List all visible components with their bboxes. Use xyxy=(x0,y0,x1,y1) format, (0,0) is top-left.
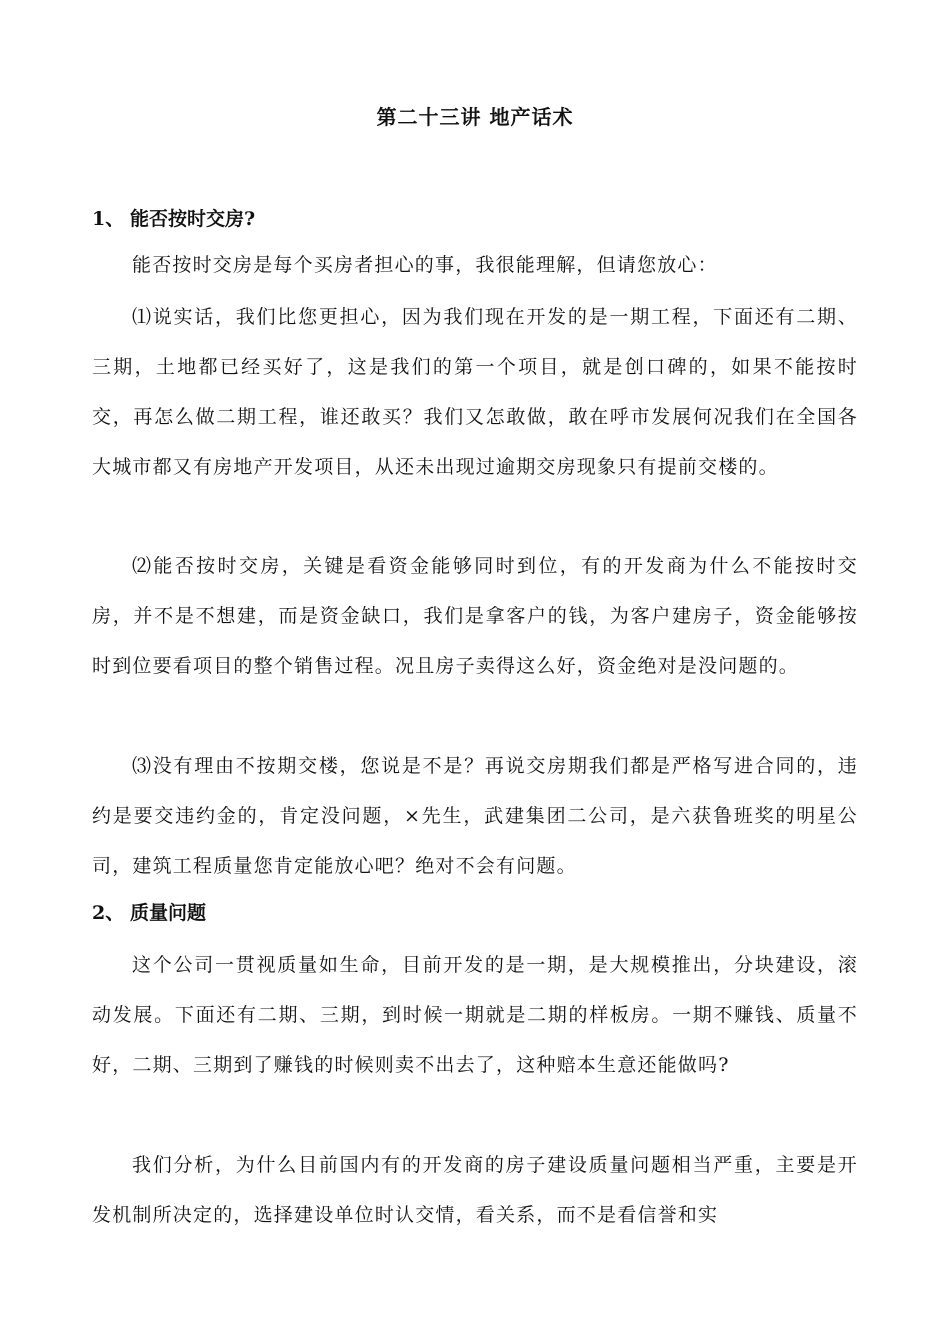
section-number: 1、 xyxy=(92,208,125,230)
paragraph: 能否按时交房是每个买房者担心的事，我很能理解，但请您放心： xyxy=(132,254,718,276)
paragraph: ⑵能否按时交房，关键是看资金能够同时到位，有的开发商为什么不能按时交房，并不是不想建，而是资金缺口，我们是拿客户的钱，为客户建房子，资金能够按时到位要看项目的整个销售过程。况且房子卖得这么好，资金绝对是没问题的。 xyxy=(92,555,858,677)
section-heading-2 xyxy=(92,900,206,926)
paragraph: ⑶没有理由不按期交楼，您说是不是？再说交房期我们都是严格写进合同的，违约是要交违约金的，肯定没问题，×先生，武建集团二公司，是六获鲁班奖的明星公司，建筑工程质量您肯定能放心吧？绝对不会有问题。 xyxy=(92,755,858,877)
section-heading-text: 能否按时交房? xyxy=(130,208,256,230)
section-number: 2、 xyxy=(92,902,125,924)
page-title: 第二十三讲 地产话术 xyxy=(376,105,574,129)
section-heading-text: 质量问题 xyxy=(130,902,207,924)
paragraph: 我们分析，为什么目前国内有的开发商的房子建设质量问题相当严重，主要是开发机制所决定的，选择建设单位时认交情，看关系，而不是看信誉和实 xyxy=(92,1154,858,1226)
section-heading-1 xyxy=(92,206,255,232)
paragraph: ⑴说实话，我们比您更担心，因为我们现在开发的是一期工程，下面还有二期、三期，土地都已经买好了，这是我们的第一个项目，就是创口碑的，如果不能按时交，再怎么做二期工程，谁还敢买？我们又怎敢做，敢在呼市发展何况我们在全国各大城市都又有房地产开发项目，从还未出现过逾期交房现象只有提前交楼的。 xyxy=(92,306,858,478)
paragraph: 这个公司一贯视质量如生命，目前开发的是一期，是大规模推出，分块建设，滚动发展。下面还有二期、三期，到时候一期就是二期的样板房。一期不赚钱、质量不好，二期、三期到了赚钱的时候则卖不出去了，这种赔本生意还能做吗? xyxy=(92,954,858,1076)
